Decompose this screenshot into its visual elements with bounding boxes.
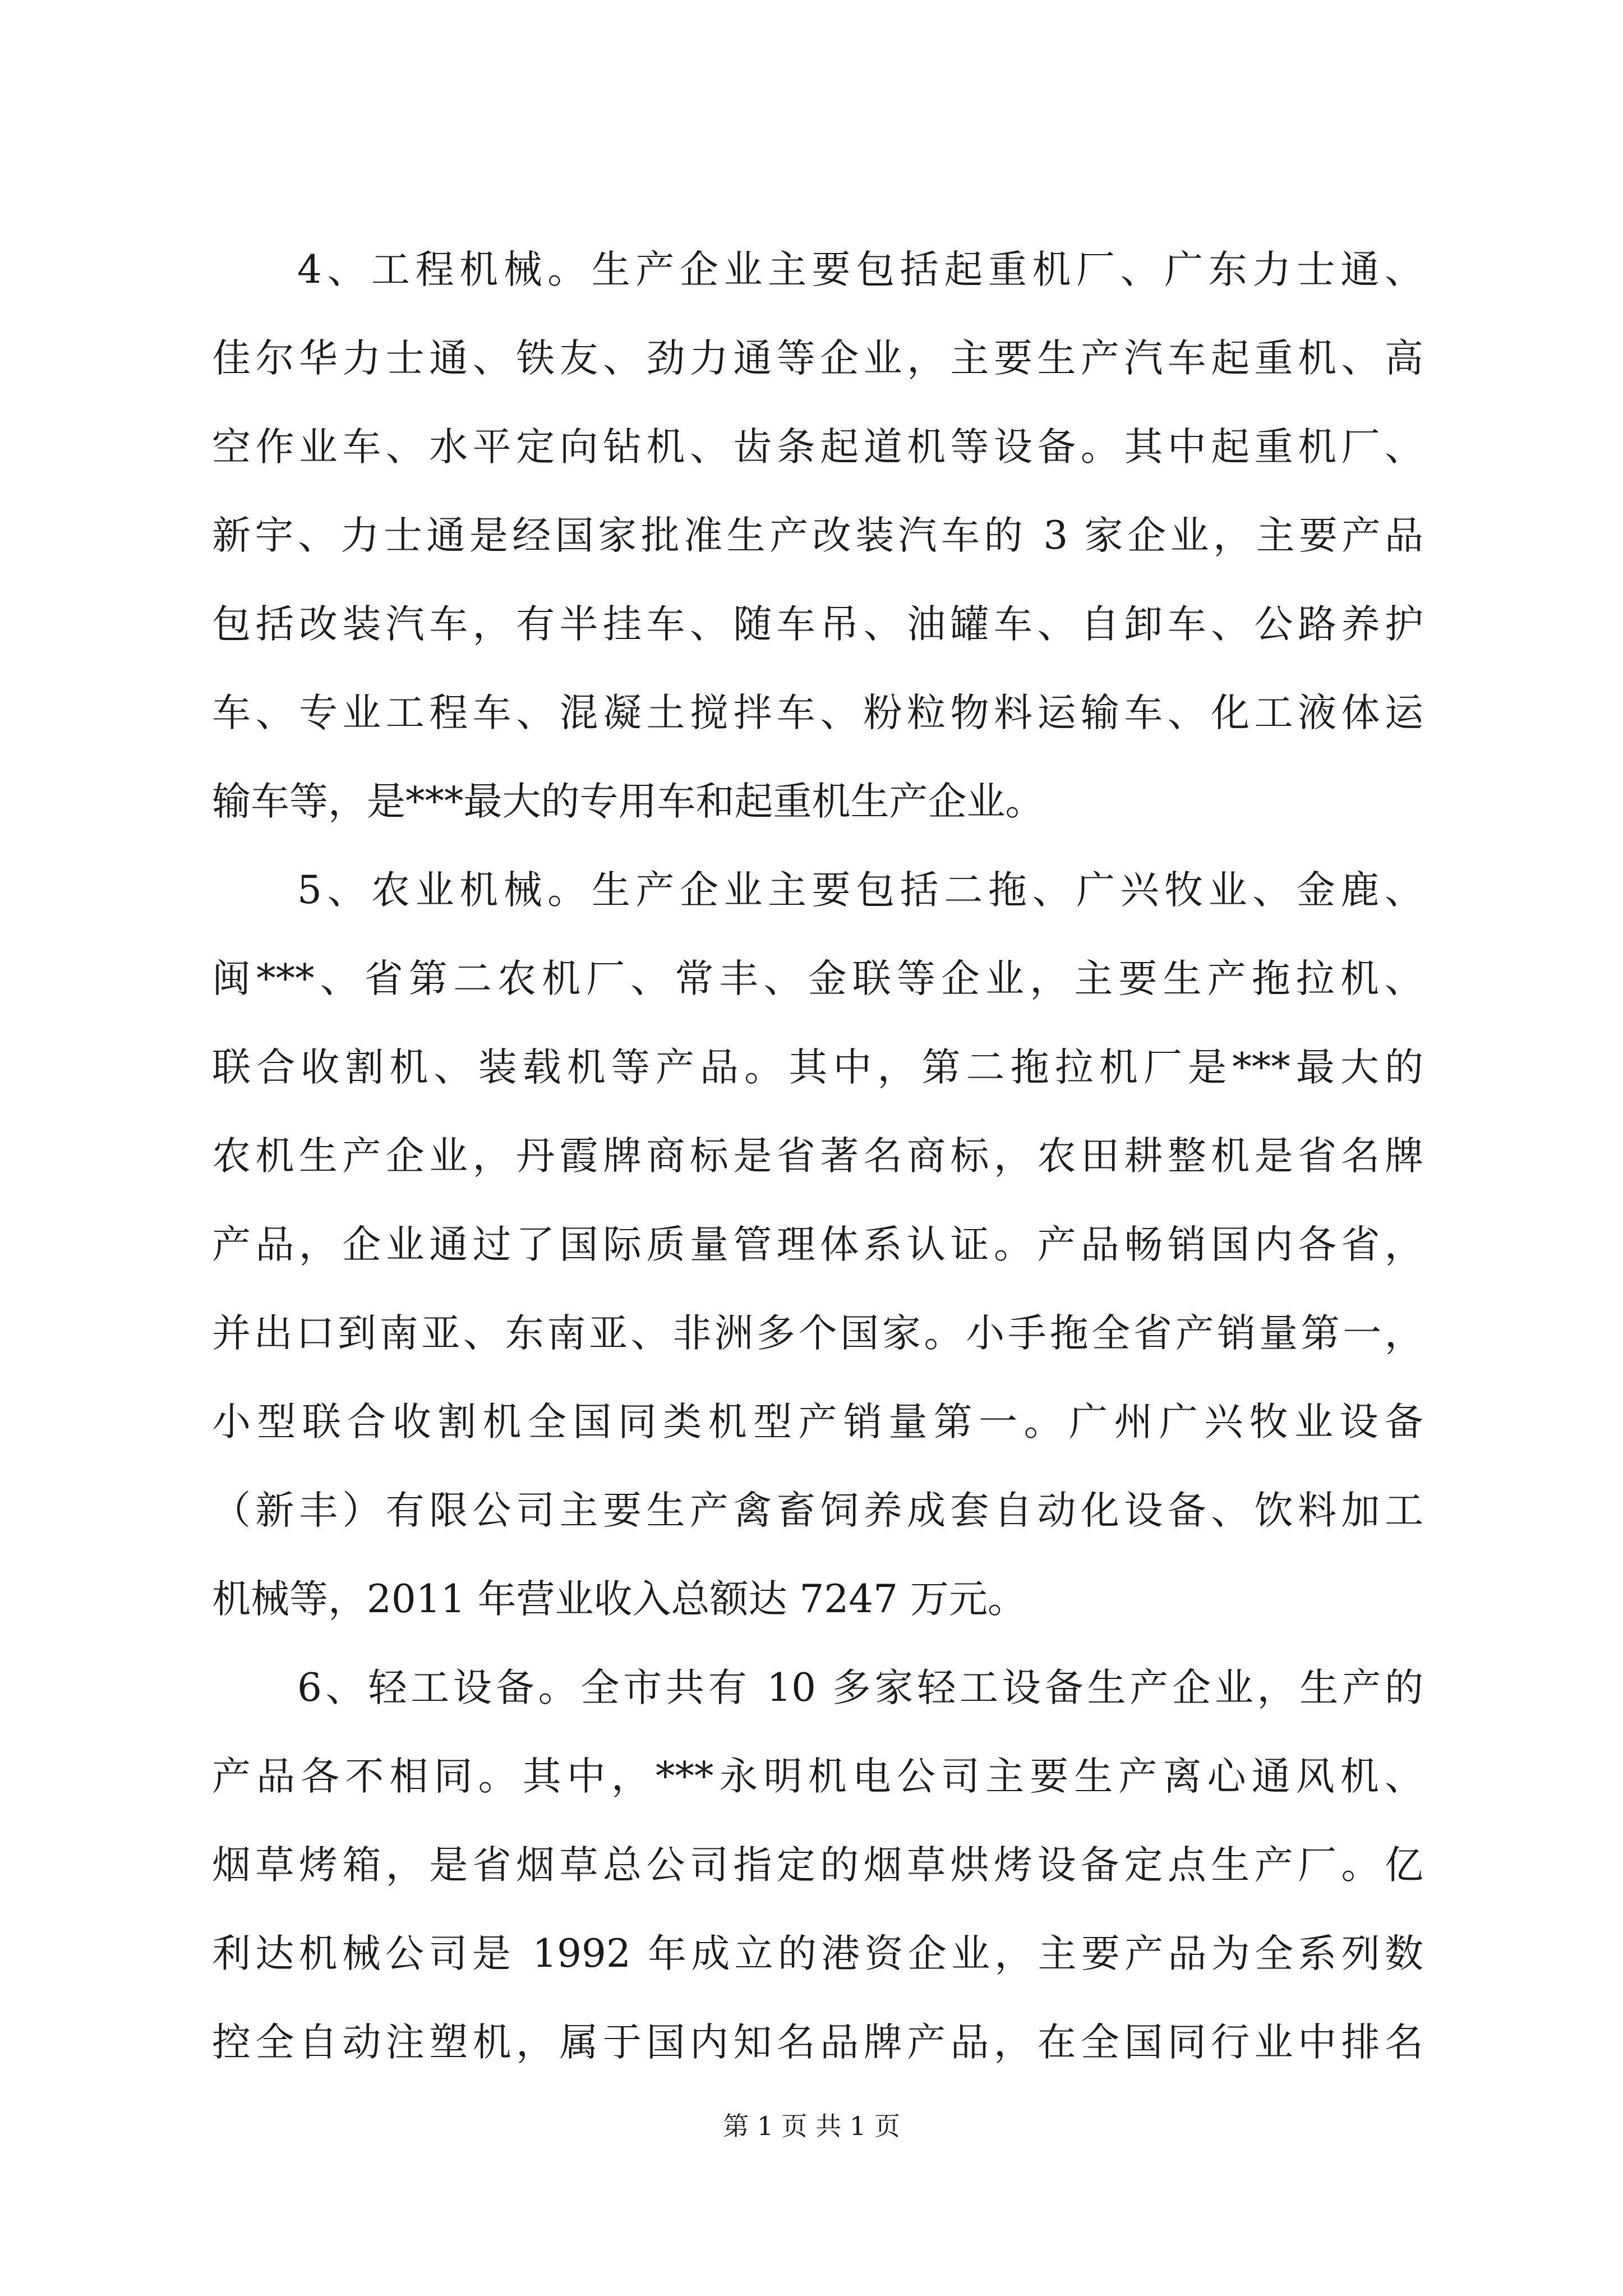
- document-body: [212, 226, 1423, 2087]
- paragraph-light-industry-equipment: [212, 1644, 1423, 2087]
- text-line: 车、专业工程车、混凝土搅拌车、粉粒物料运输车、化工液体运: [212, 691, 1423, 735]
- text-line: 农机生产企业，丹霞牌商标是省著名商标，农田耕整机是省名牌: [212, 1134, 1423, 1179]
- text-line: 烟草烤箱，是省烟草总公司指定的烟草烘烤设备定点生产厂。亿: [212, 1843, 1423, 1888]
- text-line: 5、农业机械。生产企业主要包括二拖、广兴牧业、金鹿、: [297, 868, 1423, 913]
- text-line: 机械等，2011 年营业收入总额达 7247 万元。: [212, 1577, 1026, 1622]
- text-line: 小型联合收割机全国同类机型产销量第一。广州广兴牧业设备: [212, 1400, 1423, 1444]
- text-line: 控全自动注塑机，属于国内知名品牌产品，在全国同行业中排名: [212, 2020, 1423, 2065]
- text-line: 6、轻工设备。全市共有 10 多家轻工设备生产企业，生产的: [297, 1665, 1423, 1710]
- text-line: 产品各不相同。其中，***永明机电公司主要生产离心通风机、: [212, 1754, 1423, 1799]
- text-line: 并出口到南亚、东南亚、非洲多个国家。小手拖全省产销量第一，: [212, 1311, 1423, 1356]
- text-line: 产品，企业通过了国际质量管理体系认证。产品畅销国内各省，: [212, 1222, 1423, 1267]
- text-line: 联合收割机、装载机等产品。其中，第二拖拉机厂是***最大的: [212, 1045, 1423, 1090]
- paragraph-engineering-machinery: [212, 226, 1423, 846]
- text-line: 空作业车、水平定向钻机、齿条起道机等设备。其中起重机厂、: [212, 425, 1423, 470]
- page-number-footer: 第 1 页 共 1 页: [723, 2111, 900, 2141]
- text-line: 佳尔华力士通、铁友、劲力通等企业，主要生产汽车起重机、高: [212, 336, 1423, 381]
- text-line: 4、工程机械。生产企业主要包括起重机厂、广东力士通、: [297, 247, 1423, 292]
- text-line: 利达机械公司是 1992 年成立的港资企业，主要产品为全系列数: [212, 1931, 1423, 1976]
- text-line: 新宇、力士通是经国家批准生产改装汽车的 3 家企业，主要产品: [212, 513, 1423, 558]
- text-line: 输车等，是***最大的专用车和起重机生产企业。: [212, 779, 1044, 824]
- text-line: （新丰）有限公司主要生产禽畜饲养成套自动化设备、饮料加工: [212, 1488, 1423, 1533]
- paragraph-agricultural-machinery: [212, 846, 1423, 1644]
- text-line: 包括改装汽车，有半挂车、随车吊、油罐车、自卸车、公路养护: [212, 602, 1423, 647]
- text-line: 闽***、省第二农机厂、常丰、金联等企业，主要生产拖拉机、: [212, 956, 1423, 1001]
